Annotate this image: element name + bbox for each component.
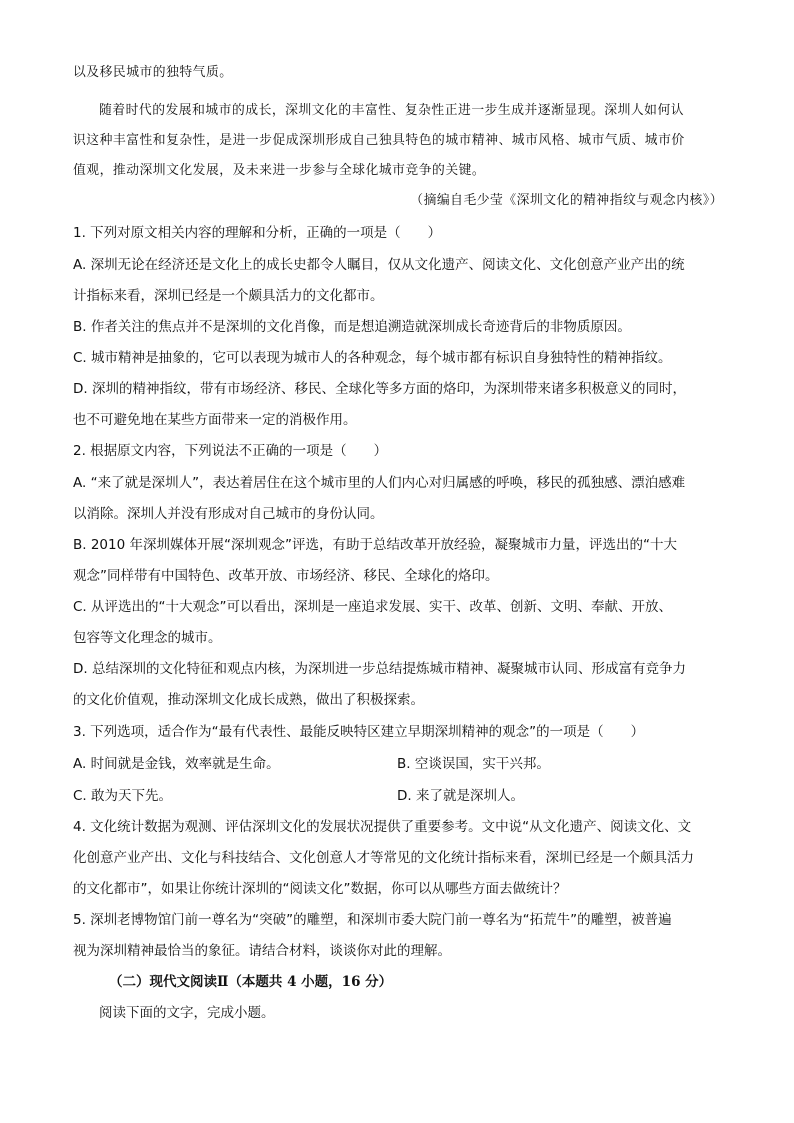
question-2-option-b: B. 2010 年深圳媒体开展“深圳观念”评选，有助于总结改革开放经验，凝聚城市力量，评选出的“十大 [73, 537, 677, 553]
question-2-option-a: A. “来了就是深圳人”，表达着居住在这个城市里的人们内心对归属感的呼唤，移民的孤独感、漂泊感难 [73, 475, 686, 491]
question-4-line: 4. 文化统计数据为观测、评估深圳文化的发展状况提供了重要参考。文中说“从文化遗产、阅读文化、文 [73, 819, 692, 835]
passage-paragraph-line: 随着时代的发展和城市的成长，深圳文化的丰富性、复杂性正进一步生成并逐渐显现。深圳人如何认 [99, 103, 685, 118]
question-2-option-d-cont: 的文化价值观，推动深圳文化成长成熟，做出了积极探索。 [73, 692, 424, 708]
question-1-option-d: D. 深圳的精神指纹，带有市场经济、移民、全球化等多方面的烙印，为深圳带来诸多积极意义的同时， [73, 381, 686, 397]
question-2-option-c: C. 从评选出的“十大观念”可以看出，深圳是一座追求发展、实干、改革、创新、文明、奉献、开放、 [73, 599, 672, 615]
section-instruction: 阅读下面的文字，完成小题。 [99, 1005, 275, 1021]
passage-paragraph-line: 识这种丰富性和复杂性，是进一步促成深圳形成自己独具特色的城市精神、城市风格、城市气质、城市价 [73, 133, 685, 148]
question-2-option-d: D. 总结深圳的文化特征和观点内核，为深圳进一步总结提炼城市精神、凝聚城市认同、形成富有竞争力 [73, 661, 686, 677]
question-2-stem: 2. 根据原文内容，下列说法不正确的一项是（ ） [73, 443, 388, 459]
question-5-line: 5. 深圳老博物馆门前一尊名为“突破”的雕塑，和深圳市委大院门前一尊名为“拓荒牛”的雕塑，被普遍 [73, 912, 672, 928]
question-3-option-d: D. 来了就是深圳人。 [397, 788, 524, 804]
passage-paragraph-line: 值观，推动深圳文化发展，及未来进一步参与全球化城市竞争的关键。 [73, 163, 486, 178]
passage-line: 以及移民城市的独特气质。 [73, 65, 233, 80]
section-heading: （二）现代文阅读Ⅱ（本题共 4 小题，16 分） [109, 974, 393, 990]
question-2-option-c-cont: 包容等文化理念的城市。 [73, 630, 222, 646]
question-3-option-a: A. 时间就是金钱，效率就是生命。 [73, 756, 280, 772]
question-3-option-b: B. 空谈误国，实干兴邦。 [397, 756, 550, 772]
question-1-option-d-cont: 也不可避免地在某些方面带来一定的消极作用。 [73, 412, 357, 428]
question-3-stem: 3. 下列选项，适合作为“最有代表性、最能反映特区建立早期深圳精神的观念”的一项是（ ） [73, 724, 645, 740]
question-1-option-a-cont: 计指标来看，深圳已经是一个颇具活力的文化都市。 [73, 288, 384, 304]
question-1-option-a: A. 深圳无论在经济还是文化上的成长史都令人瞩目，仅从文化遗产、阅读文化、文化创意产业产出的统 [73, 257, 685, 273]
question-5-line: 视为深圳精神最恰当的象征。请结合材料，谈谈你对此的理解。 [73, 943, 451, 959]
question-2-option-b-cont: 观念”同样带有中国特色、改革开放、市场经济、移民、全球化的烙印。 [73, 568, 499, 584]
question-1-stem: 1. 下列对原文相关内容的理解和分析，正确的一项是（ ） [73, 225, 442, 241]
question-3-option-c: C. 敢为天下先。 [73, 788, 173, 804]
question-1-option-c: C. 城市精神是抽象的，它可以表现为城市人的各种观念，每个城市都有标识自身独特性的精神指纹。 [73, 350, 672, 366]
passage-source: （摘编自毛少莹《深圳文化的精神指纹与观念内核》） [410, 193, 723, 208]
question-1-option-b: B. 作者关注的焦点并不是深圳的文化肖像，而是想追溯造就深圳成长奇迹背后的非物质原因。 [73, 319, 631, 335]
question-4-line: 化创意产业产出、文化与科技结合、文化创意人才等常见的文化统计指标来看，深圳已经是一个颇具活力 [73, 850, 694, 866]
question-2-option-a-cont: 以消除。深圳人并没有形成对自己城市的身份认同。 [73, 506, 384, 522]
question-4-line: 的文化都市”，如果让你统计深圳的“阅读文化”数据，你可以从哪些方面去做统计？ [73, 881, 567, 897]
